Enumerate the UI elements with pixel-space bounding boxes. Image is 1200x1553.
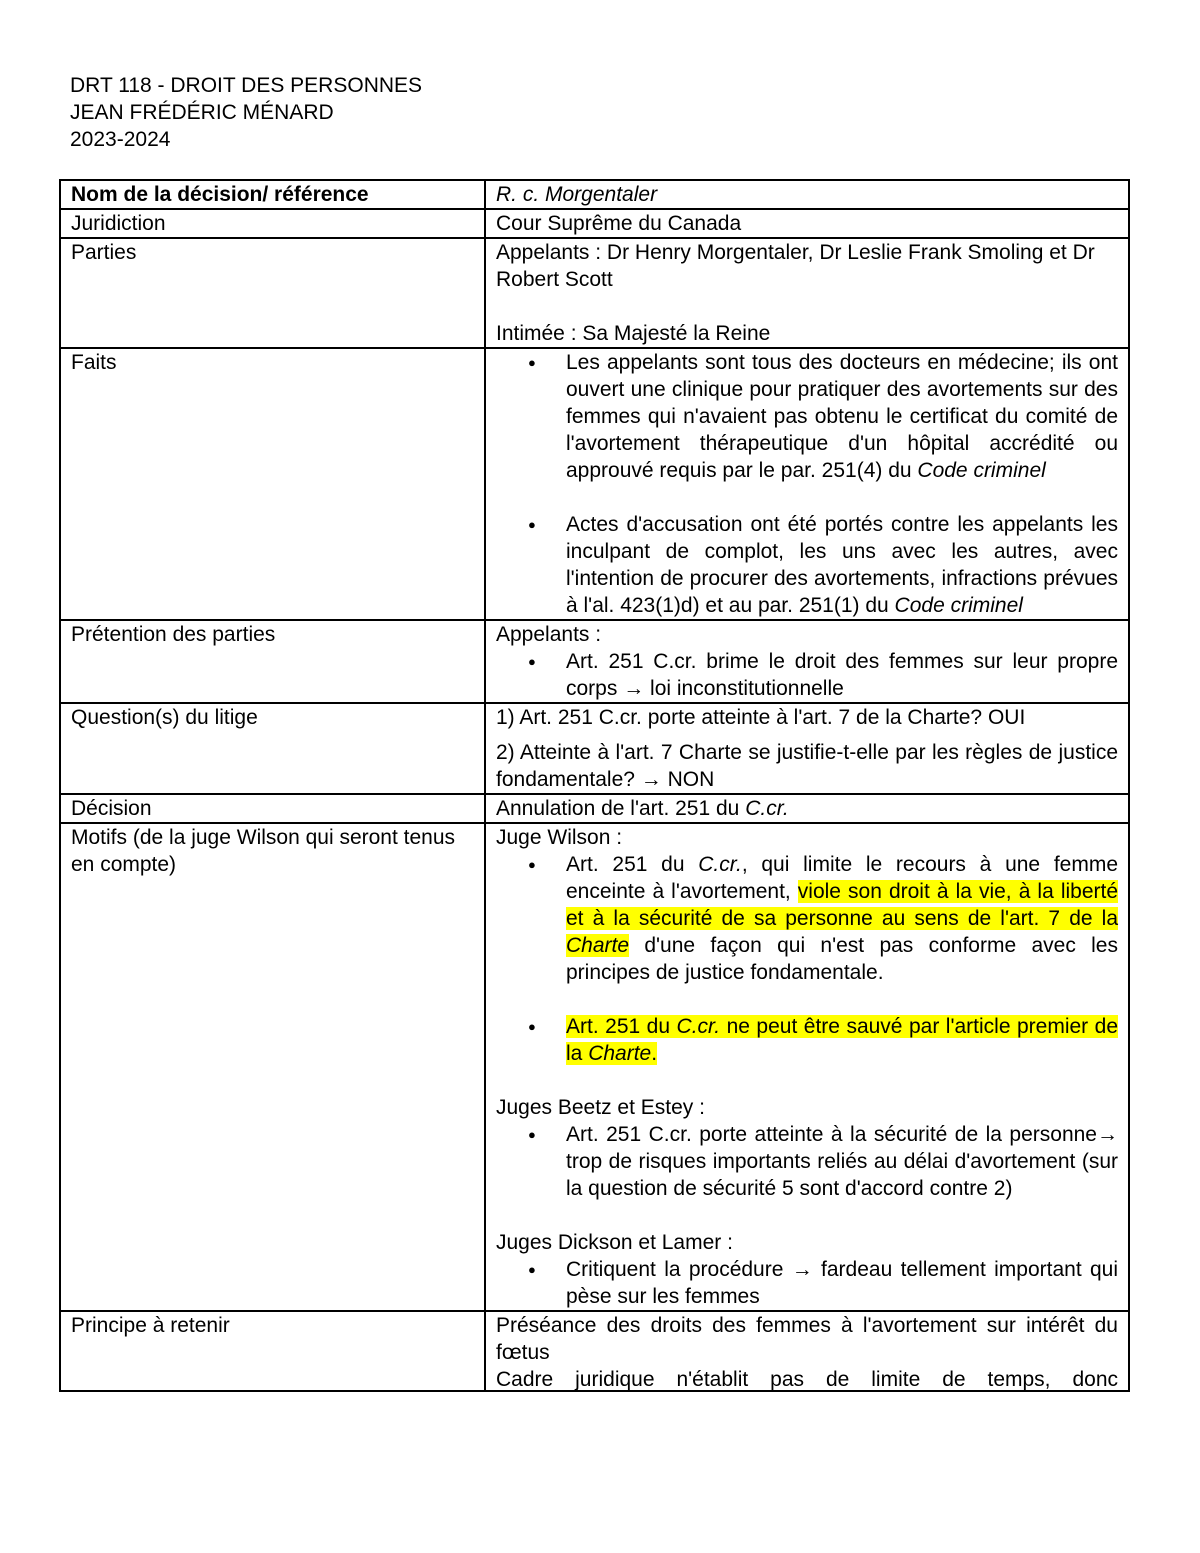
principle-1: Préséance des droits des femmes à l'avortement sur intérêt du fœtus bbox=[496, 1314, 1118, 1364]
issues-label: Question(s) du litige bbox=[60, 703, 485, 794]
issue-2: 2) Atteinte à l'art. 7 Charte se justifie-t-elle par les règles de justice fondamentale? → NON bbox=[496, 741, 1118, 791]
dickson-intro: Juges Dickson et Lamer : bbox=[496, 1231, 733, 1254]
principle-value bbox=[485, 1311, 1129, 1391]
wilson-item-2 bbox=[566, 1013, 1118, 1067]
row-parties bbox=[60, 238, 1129, 348]
decision-label: Décision bbox=[60, 794, 485, 823]
row-claims bbox=[60, 620, 1129, 703]
parties-label: Parties bbox=[60, 238, 485, 348]
name-label: Nom de la décision/ référence bbox=[60, 180, 485, 209]
row-principle bbox=[60, 1311, 1129, 1391]
claims-value bbox=[485, 620, 1129, 703]
academic-year: 2023-2024 bbox=[70, 128, 171, 151]
arrow-right-icon: → bbox=[1097, 1123, 1118, 1146]
motives-label: Motifs (de la juge Wilson qui seront tenus en compte) bbox=[60, 823, 485, 1311]
issue-1: 1) Art. 251 C.cr. porte atteinte à l'art. 7 de la Charte? OUI bbox=[496, 706, 1026, 729]
claims-label: Prétention des parties bbox=[60, 620, 485, 703]
issues-value bbox=[485, 703, 1129, 794]
course-title: DRT 118 - DROIT DES PERSONNES bbox=[70, 74, 423, 97]
arrow-right-icon: → bbox=[640, 768, 662, 791]
facts-item-1: ● Les appelants sont tous des docteurs en médecine; ils ont ouvert une clinique pour pratiquer des avortements sur des femmes qui n'avaient pas obtenu le certificat du comité de l'avortement thérapeutique d'un hôpital accrédité ou approuvé requis par le par. 251(4) du Code criminel bbox=[566, 349, 1118, 484]
document-header bbox=[70, 72, 422, 153]
case-brief-table bbox=[59, 179, 1130, 1392]
arrow-right-icon: → bbox=[791, 1258, 813, 1281]
claims-item-1: ● Art. 251 C.cr. brime le droit des femmes sur leur propre corps → loi inconstitutionnelle bbox=[566, 648, 1118, 702]
row-jurisdiction bbox=[60, 209, 1129, 238]
dickson-item-1: ● Critiquent la procédure → fardeau tellement important qui pèse sur les femmes bbox=[566, 1256, 1118, 1310]
row-issues bbox=[60, 703, 1129, 794]
principle-label: Principe à retenir bbox=[60, 1311, 485, 1391]
jurisdiction-value: Cour Suprême du Canada bbox=[485, 209, 1129, 238]
jurisdiction-label: Juridiction bbox=[60, 209, 485, 238]
motives-value bbox=[485, 823, 1129, 1311]
beetz-intro: Juges Beetz et Estey : bbox=[496, 1096, 705, 1119]
decision-value: Annulation de l'art. 251 du C.cr. bbox=[485, 794, 1129, 823]
professor-name: JEAN FRÉDÉRIC MÉNARD bbox=[70, 101, 334, 124]
claims-intro: Appelants : bbox=[496, 623, 602, 646]
name-value: R. c. Morgentaler bbox=[485, 180, 1129, 209]
row-motives bbox=[60, 823, 1129, 1311]
wilson-item-1: ● Art. 251 du C.cr., qui limite le recours à une femme enceinte à l'avortement, viole son droit à la vie, à la liberté et à la sécurité de sa personne au sens de l'art. 7 de la Charte d'une façon qui n'est pas conforme avec les principes de justice fondamentale. bbox=[566, 851, 1118, 986]
parties-appellants: Appelants : Dr Henry Morgentaler, Dr Leslie Frank Smoling et Dr Robert Scott bbox=[496, 241, 1095, 291]
principle-2: Cadre juridique n'établit pas de limite de temps, donc bbox=[496, 1368, 1118, 1390]
facts-value bbox=[485, 348, 1129, 620]
wilson-intro: Juge Wilson : bbox=[496, 826, 623, 849]
row-name bbox=[60, 180, 1129, 209]
parties-respondent: Intimée : Sa Majesté la Reine bbox=[496, 322, 771, 345]
parties-value bbox=[485, 238, 1129, 348]
highlight: Art. 251 du C.cr. ne peut être sauvé par l'article premier de la Charte. bbox=[566, 1015, 1119, 1065]
facts-item-2: ● Actes d'accusation ont été portés contre les appelants les inculpant de complot, les uns avec les autres, avec l'intention de procurer des avortements, infractions prévues à l'al. 423(1)d) et au par. 251(1) du Code criminel bbox=[566, 511, 1118, 619]
row-facts bbox=[60, 348, 1129, 620]
row-decision bbox=[60, 794, 1129, 823]
highlight: viole son droit à la vie, à la liberté et à la sécurité de sa personne au sens de l'art. 7 de la Charte bbox=[566, 880, 1119, 957]
facts-label: Faits bbox=[60, 348, 485, 620]
arrow-right-icon: → bbox=[623, 677, 645, 700]
beetz-item-1: ● Art. 251 C.cr. porte atteinte à la sécurité de la personne→ trop de risques importants reliés au délai d'avortement (sur la question de sécurité 5 sont d'accord contre 2) bbox=[566, 1121, 1118, 1202]
